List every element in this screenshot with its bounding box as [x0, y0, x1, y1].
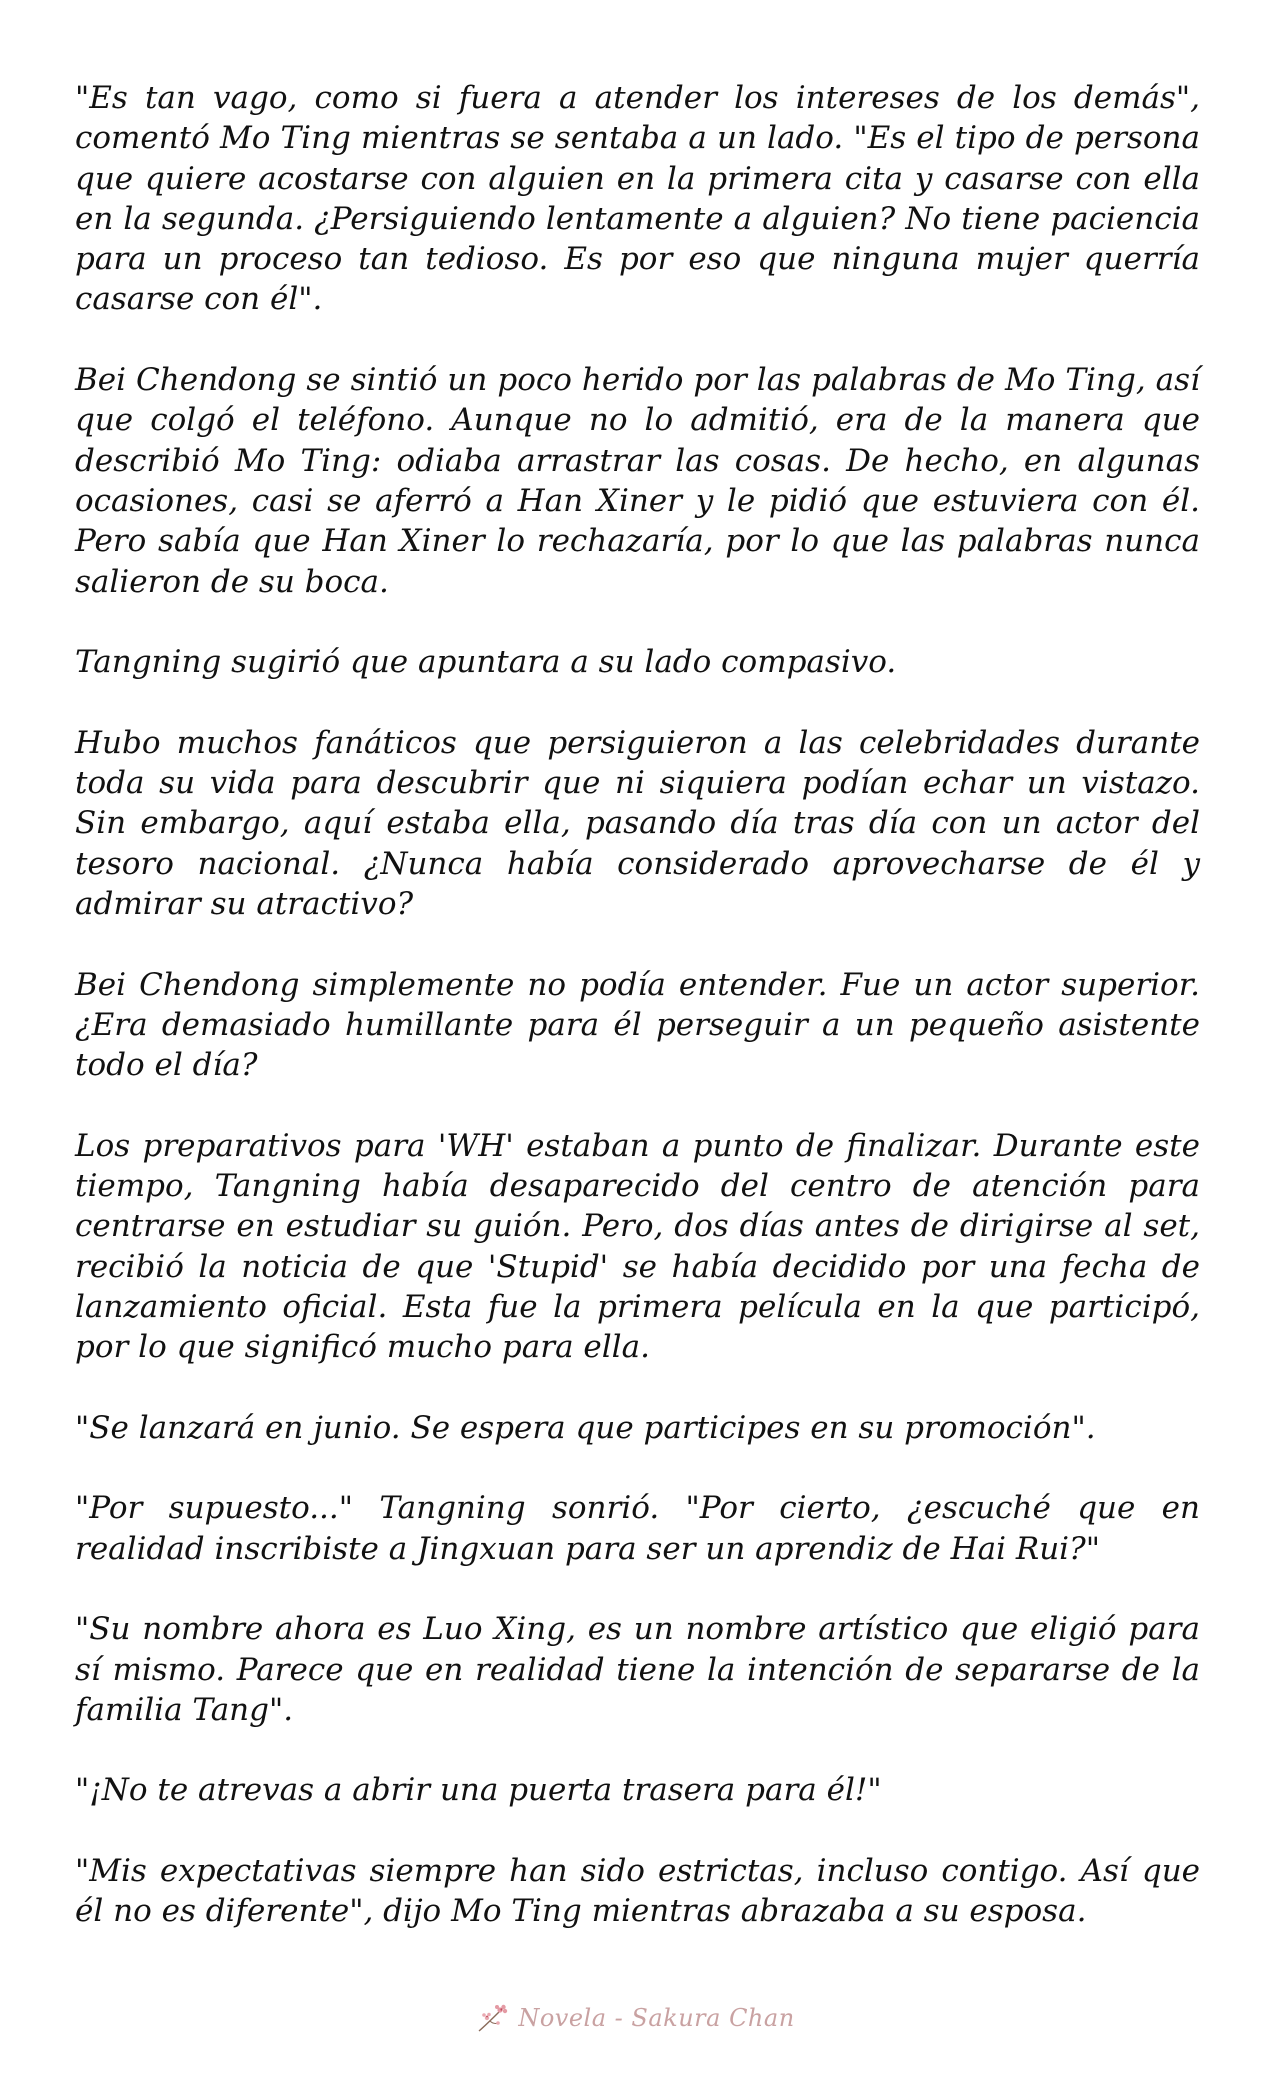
paragraph: "Por supuesto..." Tangning sonrió. "Por cierto, ¿escuché que en realidad inscribiste a Jingxuan para ser un aprendiz de Hai Rui?" [75, 1490, 1200, 1567]
paragraph: "Es tan vago, como si fuera a atender los intereses de los demás", comentó Mo Ting mientras se sentaba a un lado. "Es el tipo de persona que quiere acostarse con alguien en la primera cita y casarse con ella en la segunda. ¿Persiguiendo lentamente a alguien? No tiene paciencia para un proceso tan tedioso. Es por eso que ninguna mujer querría casarse con él". [75, 80, 1200, 318]
paragraph: "Se lanzará en junio. Se espera que participes en su promoción". [75, 1409, 1096, 1446]
sakura-branch-icon [476, 2001, 510, 2035]
footer-watermark [0, 1998, 1275, 2038]
paragraph: Los preparativos para 'WH' estaban a punto de finalizar. Durante este tiempo, Tangning había desaparecido del centro de atención para centrarse en estudiar su guión. Pero, dos días antes de dirigirse al set, recibió la noticia de que 'Stupid' se había decidido por una fecha de lanzamiento oficial. Esta fue la primera película en la que participó, por lo que significó mucho para ella. [75, 1127, 1200, 1366]
story-text [75, 78, 1200, 1972]
paragraph: "Su nombre ahora es Luo Xing, es un nombre artístico que eligió para sí mismo. Parece que en realidad tiene la intención de separarse de la familia Tang". [75, 1611, 1200, 1728]
paragraph: Bei Chendong se sintió un poco herido por las palabras de Mo Ting, así que colgó el teléfono. Aunque no lo admitió, era de la manera que describió Mo Ting: odiaba arrastrar las cosas. De hecho, en algunas ocasiones, casi se aferró a Han Xiner y le pidió que estuviera con él. Pero sabía que Han Xiner lo rechazaría, por lo que las palabras nunca salieron de su boca. [75, 362, 1200, 600]
footer-text: Novela - Sakura Chan [518, 2004, 795, 2032]
paragraph: Tangning sugirió que apuntara a su lado compasivo. [75, 644, 897, 681]
paragraph: Bei Chendong simplemente no podía entender. Fue un actor superior. ¿Era demasiado humillante para él perseguir a un pequeño asistente todo el día? [75, 966, 1200, 1084]
paragraph: "¡No te atrevas a abrir una puerta trasera para él!" [75, 1772, 882, 1809]
paragraph: Hubo muchos fanáticos que persiguieron a las celebridades durante toda su vida para descubrir que ni siquiera podían echar un vistazo. Sin embargo, aquí estaba ella, pasando día tras día con un actor del tesoro nacional. ¿Nunca había considerado aprovecharse de él y admirar su atractivo? [75, 724, 1200, 922]
paragraph: "Mis expectativas siempre han sido estrictas, incluso contigo. Así que él no es diferente", dijo Mo Ting mientras abrazaba a su esposa. [75, 1853, 1200, 1930]
